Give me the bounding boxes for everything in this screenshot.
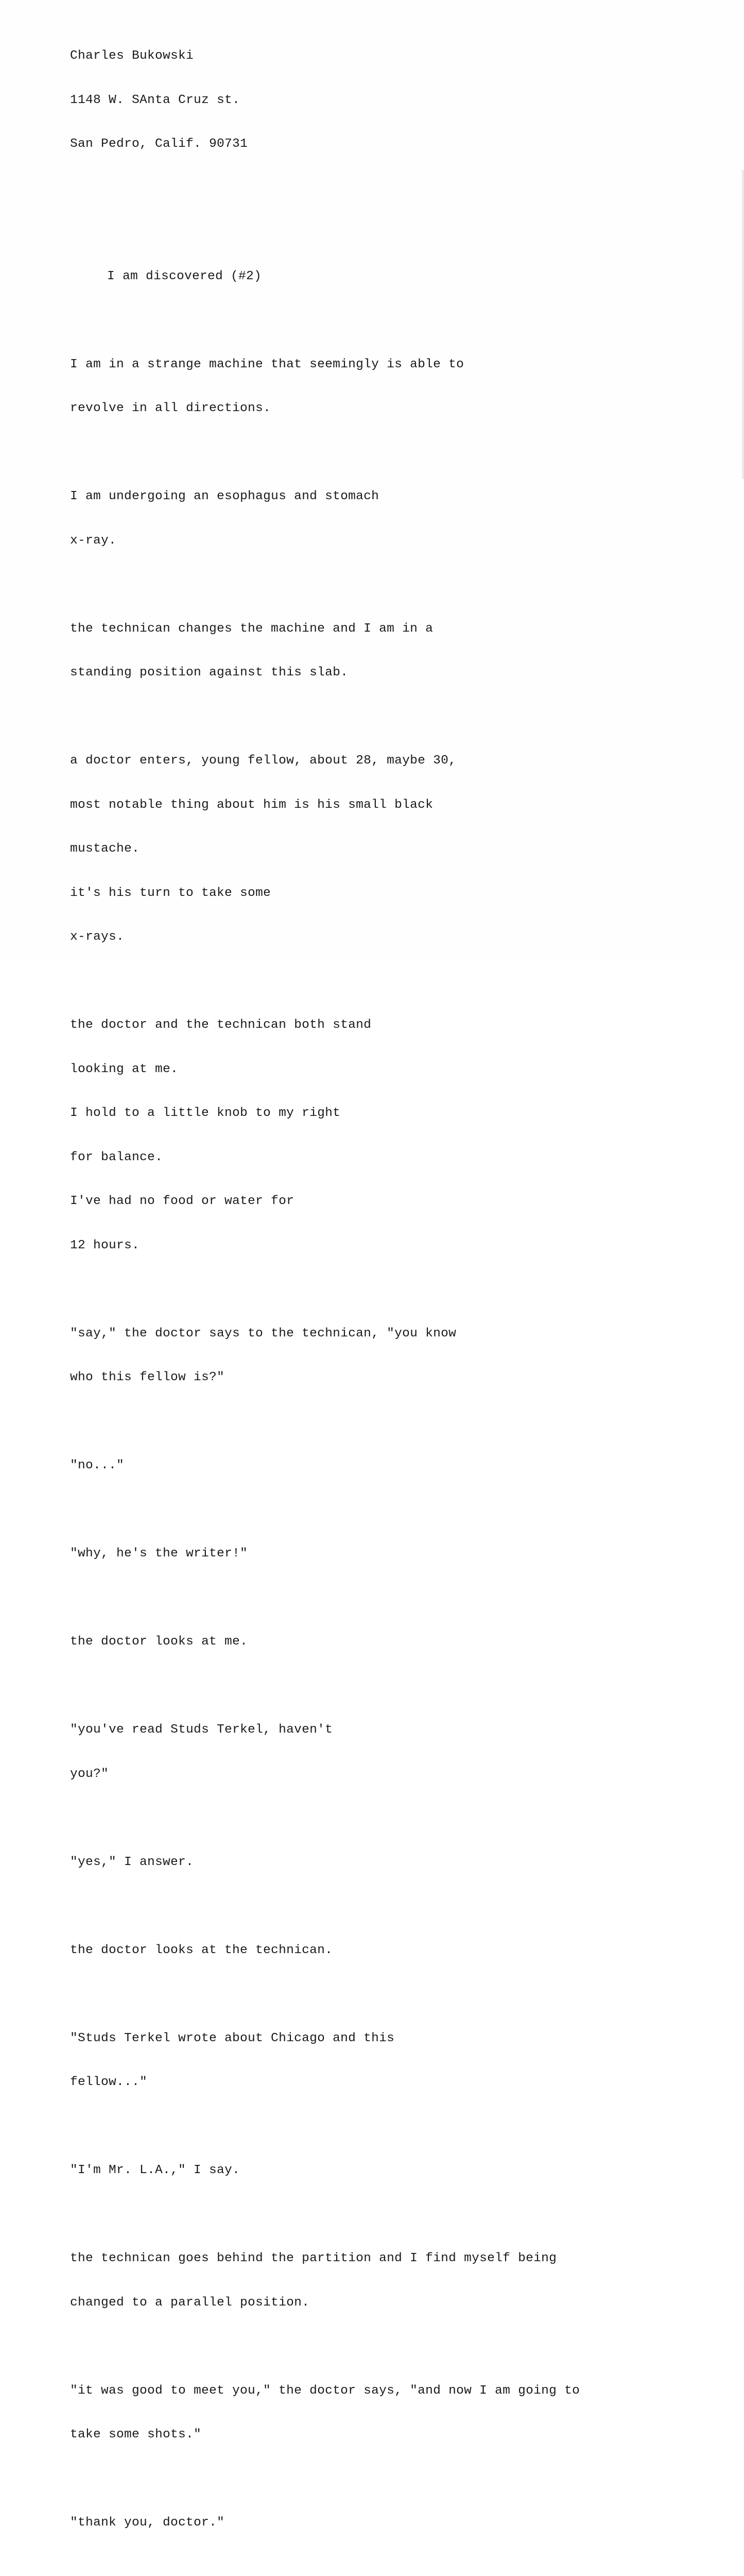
author-street: 1148 W. SAnta Cruz st. <box>70 93 240 107</box>
poem-line: x-rays. <box>70 930 125 944</box>
poem-line: "no..." <box>70 1459 125 1472</box>
poem-line: revolve in all directions. <box>70 401 271 415</box>
poem-line: fellow..." <box>70 2075 148 2089</box>
poem-line: "yes," I answer. <box>70 1855 194 1869</box>
poem-line: looking at me. <box>70 1062 179 1076</box>
poem-line: you?" <box>70 1767 109 1781</box>
poem-line: "Studs Terkel wrote about Chicago and this <box>70 2031 395 2045</box>
poem-line: "it was good to meet you," the doctor says, "and now I am going to <box>70 2383 580 2398</box>
poem-line: I've had no food or water for <box>70 1194 295 1208</box>
poem-line: "why, he's the writer!" <box>70 1547 248 1561</box>
poem-line: the doctor looks at the technican. <box>70 1943 333 1957</box>
poem-line: "say," the doctor says to the technican, "you know <box>70 1326 457 1341</box>
poem-line: the doctor looks at me. <box>70 1635 248 1649</box>
poem-line: changed to a parallel position. <box>70 2295 310 2310</box>
poem-line: I am undergoing an esophagus and stomach <box>70 489 379 503</box>
author-name: Charles Bukowski <box>70 49 194 63</box>
typed-manuscript <box>70 20 678 2576</box>
poem-title: I am discovered (#2) <box>107 269 262 283</box>
poem-line: "I'm Mr. L.A.," I say. <box>70 2163 240 2177</box>
poem-line: most notable thing about him is his small black <box>70 798 434 812</box>
poem-line: for balance. <box>70 1150 163 1164</box>
poem-line: the doctor and the technican both stand <box>70 1018 372 1032</box>
scan-edge-shadow <box>742 170 744 479</box>
poem-line: 12 hours. <box>70 1238 140 1252</box>
poem-line: it's his turn to take some <box>70 886 271 900</box>
poem-line: "you've read Studs Terkel, haven't <box>70 1723 333 1737</box>
poem-line: x-ray. <box>70 533 117 548</box>
poem-line: I hold to a little knob to my right <box>70 1106 341 1120</box>
poem-line: the technican changes the machine and I am in a <box>70 621 434 636</box>
poem-line: "thank you, doctor." <box>70 2516 225 2530</box>
poem-line: standing position against this slab. <box>70 666 349 680</box>
poem-line: mustache. <box>70 842 140 856</box>
author-city: San Pedro, Calif. 90731 <box>70 137 248 151</box>
poem-line: who this fellow is?" <box>70 1370 225 1384</box>
poem-line: I am in a strange machine that seemingly is able to <box>70 357 464 371</box>
poem-line: the technican goes behind the partition and I find myself being <box>70 2251 557 2265</box>
poem-line: a doctor enters, young fellow, about 28, maybe 30, <box>70 754 457 768</box>
poem-line: take some shots." <box>70 2428 202 2442</box>
